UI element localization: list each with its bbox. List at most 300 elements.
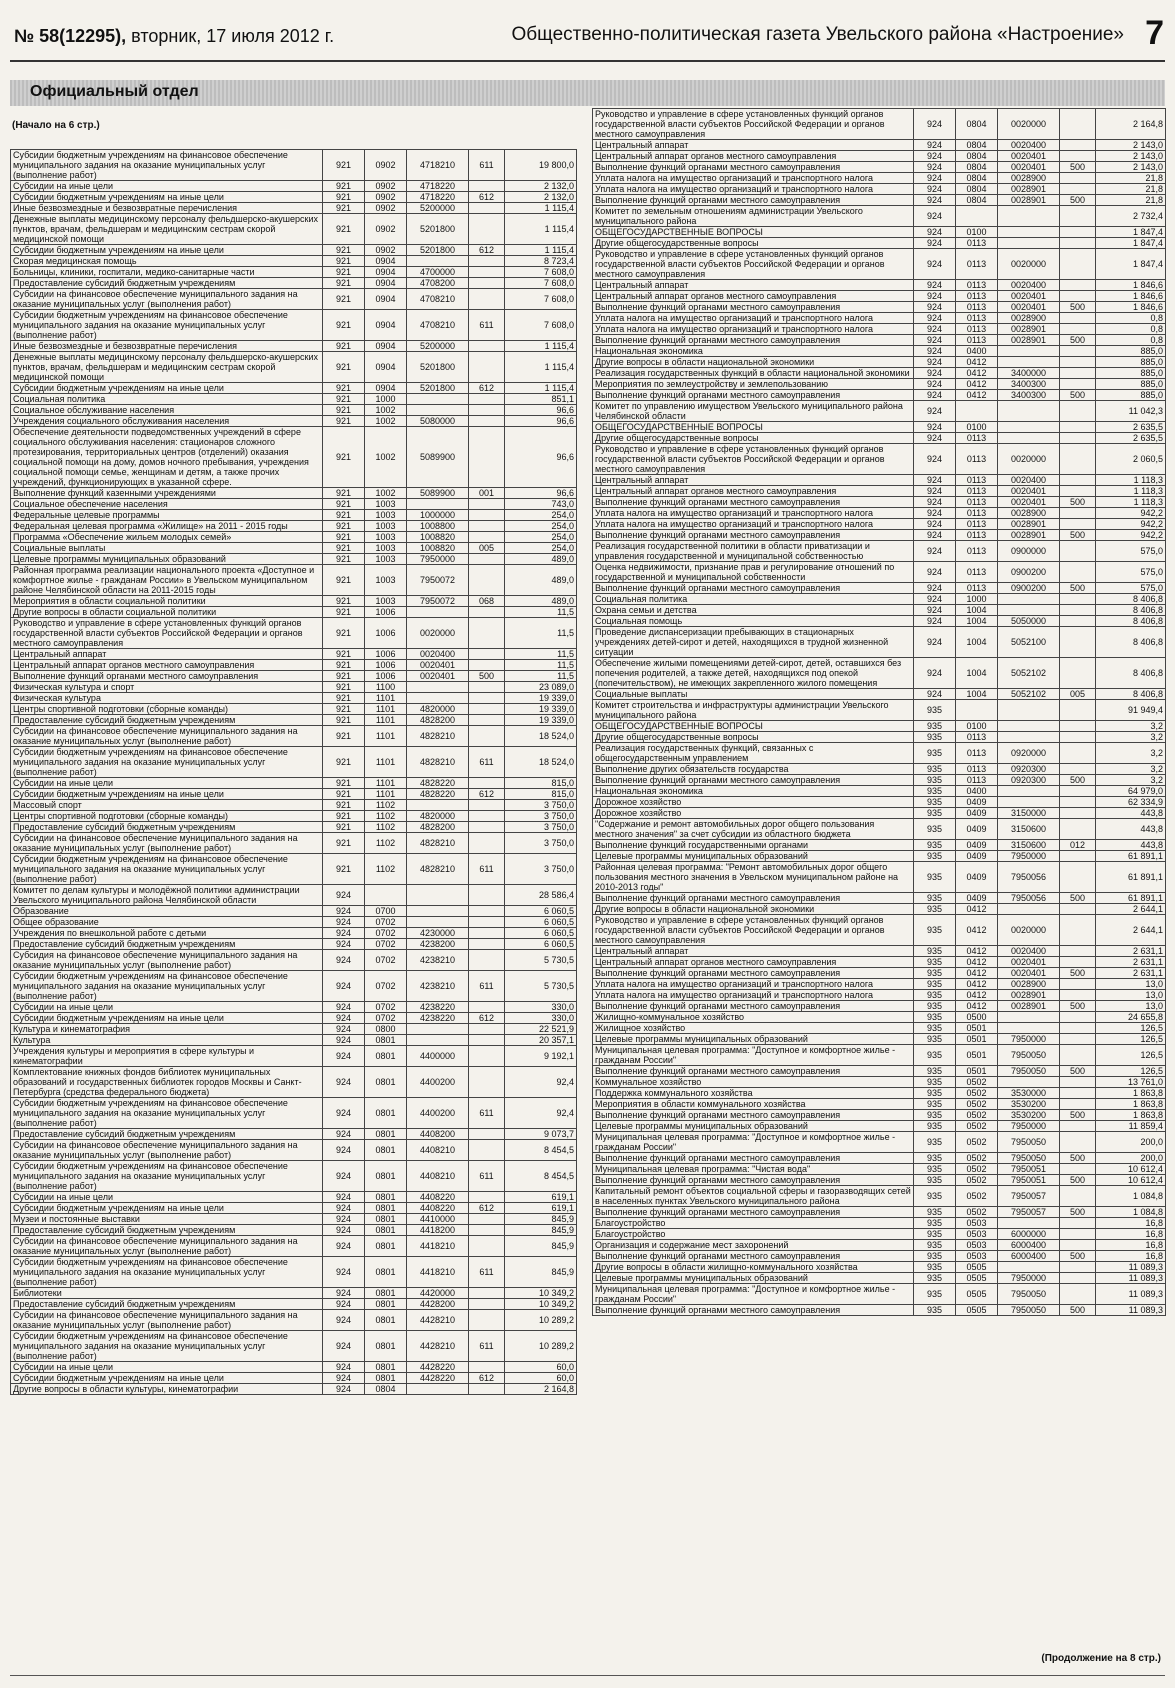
row-amount: 11 089,3 [1096,1305,1166,1316]
row-target-code: 4718210 [407,150,469,181]
table-row [593,151,1166,162]
row-expense-code [469,1024,505,1035]
row-label: Учреждения культуры и мероприятия в сфере культуры и кинематографии [11,1046,323,1067]
row-expense-code [469,1362,505,1373]
row-target-code: 0020401 [998,162,1060,173]
row-target-code: 3530200 [998,1110,1060,1121]
row-ministry-code: 924 [323,1203,365,1214]
row-target-code: 7950000 [998,1273,1060,1284]
table-row [11,939,577,950]
row-section-code: 1102 [365,811,407,822]
row-label: Предоставление субсидий бюджетным учреждениям [11,1299,323,1310]
row-label: Больницы, клиники, госпитали, медико-санитарные части [11,267,323,278]
table-row [11,885,577,906]
row-section-code: 0502 [956,1186,998,1207]
row-expense-code [1060,1284,1096,1305]
row-amount: 126,5 [1096,1023,1166,1034]
row-ministry-code: 921 [323,565,365,596]
section-title: Официальный отдел [30,83,199,100]
row-ministry-code: 935 [914,1110,956,1121]
continued-from-note: (Начало на 6 стр.) [12,120,100,131]
row-section-code: 0902 [365,245,407,256]
row-ministry-code: 924 [323,1331,365,1362]
row-section-code: 1006 [365,618,407,649]
table-row [593,401,1166,422]
row-target-code: 0920000 [998,743,1060,764]
row-target-code [407,256,469,267]
row-ministry-code: 924 [914,689,956,700]
table-row [11,800,577,811]
row-label: Предоставление субсидий бюджетным учреждениям [11,278,323,289]
table-row [11,704,577,715]
row-ministry-code: 935 [914,786,956,797]
row-label: Муниципальная целевая программа: "Доступное и комфортное жилье - гражданам России" [593,1132,914,1153]
row-ministry-code: 935 [914,904,956,915]
row-expense-code: 611 [469,1331,505,1362]
row-target-code [407,917,469,928]
row-amount: 19 339,0 [505,704,577,715]
table-row [11,488,577,499]
row-label: Районная программа реализации национального проекта «Доступное и комфортное жилье - гражданам России» в Увельском муниципальном районе Челябинской области на 2011-2015 годы [11,565,323,596]
row-ministry-code: 924 [914,368,956,379]
row-section-code: 1004 [956,605,998,616]
row-label: Уплата налога на имущество организаций и транспортного налога [593,990,914,1001]
row-expense-code [1060,797,1096,808]
continued-to-note: (Продолжение на 8 стр.) [1041,1653,1161,1664]
row-amount: 2 644,1 [1096,915,1166,946]
row-label: Жилищное хозяйство [593,1023,914,1034]
row-ministry-code: 921 [323,394,365,405]
row-ministry-code: 924 [914,140,956,151]
table-row [593,1012,1166,1023]
row-expense-code [1060,238,1096,249]
row-section-code: 0412 [956,357,998,368]
row-expense-code [469,1192,505,1203]
table-row [593,1121,1166,1132]
row-label: Субсидии бюджетным учреждениям на финансовое обеспечение муниципального задания на оказание муниципальных услуг (выполнение работ) [11,150,323,181]
row-label: Комитет по земельным отношениям администрации Увельского муниципального района [593,206,914,227]
table-row [11,521,577,532]
row-amount: 7 608,0 [505,289,577,310]
row-ministry-code: 924 [323,1002,365,1013]
row-label: Субсидии бюджетным учреждениям на финансовое обеспечение муниципального задания на оказание муниципальных услуг (выполнение работ) [11,854,323,885]
row-expense-code [469,554,505,565]
row-expense-code [1060,1229,1096,1240]
issue-number: № 58(12295), [14,26,127,46]
table-row [593,1034,1166,1045]
table-row [11,1362,577,1373]
row-expense-code [1060,627,1096,658]
row-section-code: 0801 [365,1362,407,1373]
row-amount: 254,0 [505,543,577,554]
newspaper-title: Общественно-политическая газета Увельского района «Настроение» [511,24,1124,45]
row-ministry-code: 935 [914,968,956,979]
row-section-code: 1100 [365,682,407,693]
row-label: Центральный аппарат органов местного самоуправления [593,486,914,497]
table-row [593,422,1166,433]
row-target-code: 4428210 [407,1331,469,1362]
table-row [593,583,1166,594]
row-section-code: 0409 [956,893,998,904]
row-amount: 18 524,0 [505,747,577,778]
row-ministry-code: 921 [323,289,365,310]
row-expense-code [1060,173,1096,184]
row-target-code: 0020401 [407,660,469,671]
row-label: Национальная экономика [593,786,914,797]
table-row [593,1001,1166,1012]
row-amount: 11,5 [505,671,577,682]
table-row [593,786,1166,797]
row-target-code [407,885,469,906]
row-label: Комитет строительства и инфраструктуры администрации Увельского муниципального района [593,700,914,721]
row-section-code: 0800 [365,1024,407,1035]
table-row [593,1066,1166,1077]
row-expense-code: 612 [469,1203,505,1214]
row-expense-code [469,811,505,822]
row-target-code: 4718220 [407,181,469,192]
row-label: Субсидии на иные цели [11,1002,323,1013]
table-row [11,1140,577,1161]
row-expense-code [1060,605,1096,616]
row-expense-code [1060,957,1096,968]
row-target-code: 0920300 [998,775,1060,786]
row-section-code: 0409 [956,840,998,851]
row-expense-code [1060,1164,1096,1175]
row-ministry-code: 921 [323,682,365,693]
row-section-code: 0501 [956,1034,998,1045]
row-ministry-code: 924 [323,1299,365,1310]
row-expense-code: 500 [1060,195,1096,206]
row-ministry-code: 924 [914,497,956,508]
row-expense-code: 500 [1060,530,1096,541]
row-expense-code [1060,743,1096,764]
row-expense-code: 500 [1060,1001,1096,1012]
row-expense-code [1060,732,1096,743]
row-amount: 1 846,6 [1096,291,1166,302]
row-amount: 1 847,4 [1096,238,1166,249]
row-ministry-code: 921 [323,499,365,510]
row-target-code: 7950000 [998,1034,1060,1045]
table-row [11,1192,577,1203]
row-label: Уплата налога на имущество организаций и транспортного налога [593,173,914,184]
row-target-code: 0028900 [998,508,1060,519]
row-label: Выполнение функций органами местного самоуправления [593,302,914,313]
row-expense-code [469,278,505,289]
row-section-code: 1101 [365,693,407,704]
row-amount: 885,0 [1096,346,1166,357]
row-expense-code: 068 [469,596,505,607]
row-label: Субсидии на финансовое обеспечение муниципального задания на оказание муниципальных услуг (выполнение работ) [11,1236,323,1257]
row-ministry-code: 924 [323,1362,365,1373]
row-label: ОБЩЕГОСУДАРСТВЕННЫЕ ВОПРОСЫ [593,721,914,732]
row-amount: 619,1 [505,1192,577,1203]
row-section-code: 1002 [365,405,407,416]
row-target-code: 4400000 [407,1046,469,1067]
row-section-code [365,885,407,906]
row-label: Денежные выплаты медицинскому персоналу фельдшерско-акушерских пунктов, врачам, фельдшерам и медицинским сестрам скорой медицинской помощи [11,352,323,383]
table-row [593,594,1166,605]
row-section-code: 0113 [956,238,998,249]
row-target-code: 0028901 [998,530,1060,541]
row-section-code: 0801 [365,1140,407,1161]
row-amount: 21,8 [1096,184,1166,195]
row-section-code: 1003 [365,510,407,521]
row-label: Другие вопросы в области жилищно-коммунального хозяйства [593,1262,914,1273]
row-expense-code [1060,109,1096,140]
budget-table-right [592,108,1166,1316]
row-ministry-code: 924 [323,971,365,1002]
row-label: Выполнение функций органами местного самоуправления [593,1305,914,1316]
row-ministry-code: 924 [323,1129,365,1140]
row-amount: 619,1 [505,1203,577,1214]
footer-rule [10,1675,1165,1676]
row-ministry-code: 921 [323,671,365,682]
row-expense-code [1060,401,1096,422]
row-expense-code [1060,346,1096,357]
row-section-code: 1003 [365,499,407,510]
table-row [593,979,1166,990]
row-amount: 7 608,0 [505,267,577,278]
row-ministry-code: 935 [914,1066,956,1077]
table-row [11,1098,577,1129]
row-expense-code: 611 [469,854,505,885]
row-section-code: 0801 [365,1257,407,1288]
row-section-code: 0113 [956,530,998,541]
row-label: Комитет по управлению имуществом Увельского муниципального района Челябинской области [593,401,914,422]
row-amount: 8 406,8 [1096,689,1166,700]
row-label: Выполнение функций государственными органами [593,840,914,851]
row-amount: 11,5 [505,618,577,649]
row-expense-code [1060,851,1096,862]
row-target-code: 7950072 [407,596,469,607]
table-row [11,778,577,789]
row-ministry-code: 935 [914,1099,956,1110]
row-expense-code [1060,368,1096,379]
row-amount: 1 847,4 [1096,249,1166,280]
row-target-code: 7950050 [998,1153,1060,1164]
row-target-code: 6000400 [998,1251,1060,1262]
row-expense-code [1060,541,1096,562]
row-expense-code [1060,819,1096,840]
row-section-code: 0502 [956,1153,998,1164]
row-amount: 1 115,4 [505,383,577,394]
row-expense-code [1060,946,1096,957]
row-expense-code [1060,1023,1096,1034]
row-amount: 6 060,5 [505,906,577,917]
row-target-code: 0020000 [998,444,1060,475]
row-target-code: 4230000 [407,928,469,939]
row-ministry-code: 924 [914,184,956,195]
row-target-code: 1000000 [407,510,469,521]
row-section-code: 0902 [365,214,407,245]
row-label: Выполнение функций органами местного самоуправления [593,1066,914,1077]
row-amount: 126,5 [1096,1066,1166,1077]
row-label: Учреждения социального обслуживания населения [11,416,323,427]
row-ministry-code: 921 [323,715,365,726]
row-amount: 200,0 [1096,1153,1166,1164]
row-ministry-code: 924 [323,1013,365,1024]
row-label: Социальная политика [593,594,914,605]
row-expense-code [1060,519,1096,530]
row-ministry-code: 924 [323,939,365,950]
row-target-code: 4238210 [407,950,469,971]
row-label: Другие общегосударственные вопросы [593,732,914,743]
row-target-code [998,786,1060,797]
row-expense-code: 611 [469,971,505,1002]
row-expense-code [1060,1088,1096,1099]
table-row [11,1046,577,1067]
table-row [593,1175,1166,1186]
row-target-code: 5052100 [998,627,1060,658]
table-row [11,565,577,596]
row-ministry-code: 924 [914,249,956,280]
row-target-code: 0028901 [998,519,1060,530]
row-target-code: 7950000 [998,1121,1060,1132]
row-section-code: 0113 [956,743,998,764]
row-expense-code [1060,1218,1096,1229]
table-row [593,775,1166,786]
row-amount: 21,8 [1096,195,1166,206]
table-row [593,1023,1166,1034]
row-section-code: 0412 [956,968,998,979]
row-ministry-code: 935 [914,840,956,851]
row-target-code: 3150000 [998,808,1060,819]
row-label: Другие общегосударственные вопросы [593,433,914,444]
table-row [11,1373,577,1384]
row-expense-code: 001 [469,488,505,499]
row-ministry-code: 924 [914,302,956,313]
table-row [11,267,577,278]
row-amount: 1 115,4 [505,341,577,352]
row-target-code: 3400000 [998,368,1060,379]
row-amount: 24 655,8 [1096,1012,1166,1023]
row-expense-code [469,833,505,854]
row-amount: 64 979,0 [1096,786,1166,797]
row-expense-code [469,800,505,811]
row-target-code: 7950051 [998,1175,1060,1186]
row-ministry-code: 935 [914,1240,956,1251]
row-label: Центральный аппарат [593,475,914,486]
row-label: Поддержка коммунального хозяйства [593,1088,914,1099]
row-target-code: 0020000 [998,915,1060,946]
table-row [593,851,1166,862]
row-target-code: 0900200 [998,583,1060,594]
row-section-code: 0502 [956,1088,998,1099]
row-amount: 16,8 [1096,1251,1166,1262]
row-expense-code: 612 [469,245,505,256]
row-section-code: 0804 [365,1384,407,1395]
row-target-code: 4820000 [407,811,469,822]
row-label: Другие вопросы в области социальной политики [11,607,323,618]
row-target-code: 5089900 [407,488,469,499]
row-amount: 13,0 [1096,979,1166,990]
row-target-code: 4828210 [407,833,469,854]
row-expense-code: 500 [1060,583,1096,594]
row-amount: 1 084,8 [1096,1207,1166,1218]
row-expense-code [1060,184,1096,195]
row-section-code: 0412 [956,390,998,401]
row-amount: 1 118,3 [1096,486,1166,497]
row-amount: 11 042,3 [1096,401,1166,422]
row-label: Субсидии на финансовое обеспечение муниципального задания на оказание муниципальных услуг (выполнение работ) [11,1310,323,1331]
row-section-code: 0502 [956,1077,998,1088]
table-row [593,368,1166,379]
row-expense-code: 500 [1060,1305,1096,1316]
row-expense-code: 500 [469,671,505,682]
table-row [11,1129,577,1140]
row-expense-code [1060,764,1096,775]
row-target-code: 0900000 [998,541,1060,562]
row-section-code: 0409 [956,819,998,840]
row-section-code: 1003 [365,596,407,607]
row-ministry-code: 935 [914,1229,956,1240]
table-row [11,833,577,854]
row-label: Выполнение функций органами местного самоуправления [593,893,914,904]
table-row [11,289,577,310]
row-section-code: 0113 [956,732,998,743]
table-row [593,1273,1166,1284]
row-target-code: 0020401 [998,497,1060,508]
row-target-code [998,1023,1060,1034]
row-target-code: 4708210 [407,289,469,310]
row-label: Библиотеки [11,1288,323,1299]
row-amount: 5 730,5 [505,950,577,971]
row-section-code: 0502 [956,1175,998,1186]
table-row [593,957,1166,968]
row-ministry-code: 935 [914,851,956,862]
row-section-code: 0503 [956,1251,998,1262]
row-label: Дорожное хозяйство [593,808,914,819]
row-target-code: 4708210 [407,310,469,341]
row-label: Программа «Обеспечение жильем молодых семей» [11,532,323,543]
table-row [593,238,1166,249]
row-label: Федеральные целевые программы [11,510,323,521]
row-target-code [407,906,469,917]
row-section-code: 0113 [956,562,998,583]
row-label: Руководство и управление в сфере установленных функций органов государственной власти субъектов Российской Федерации и органов местного самоуправления [11,618,323,649]
row-expense-code [1060,1012,1096,1023]
row-section-code: 0412 [956,904,998,915]
row-amount: 11 089,3 [1096,1262,1166,1273]
row-amount: 21,8 [1096,173,1166,184]
table-row [593,721,1166,732]
table-row [593,519,1166,530]
row-expense-code [469,1299,505,1310]
row-label: Социальное обеспечение населения [11,499,323,510]
row-target-code: 3400300 [998,390,1060,401]
row-label: Мероприятия по землеустройству и землепользованию [593,379,914,390]
table-row [593,808,1166,819]
row-amount: 2 644,1 [1096,904,1166,915]
row-section-code: 0801 [365,1192,407,1203]
row-ministry-code: 935 [914,1012,956,1023]
row-expense-code [469,660,505,671]
row-section-code: 0113 [956,335,998,346]
row-target-code: 7950051 [998,1164,1060,1175]
row-section-code: 0412 [956,368,998,379]
row-section-code: 0801 [365,1225,407,1236]
row-ministry-code: 935 [914,957,956,968]
row-ministry-code: 924 [323,1024,365,1035]
table-row [11,181,577,192]
row-amount: 1 115,4 [505,203,577,214]
row-expense-code: 500 [1060,335,1096,346]
table-row [11,341,577,352]
row-amount: 1 863,8 [1096,1099,1166,1110]
row-expense-code [1060,1034,1096,1045]
row-expense-code [469,1046,505,1067]
row-expense-code [1060,422,1096,433]
